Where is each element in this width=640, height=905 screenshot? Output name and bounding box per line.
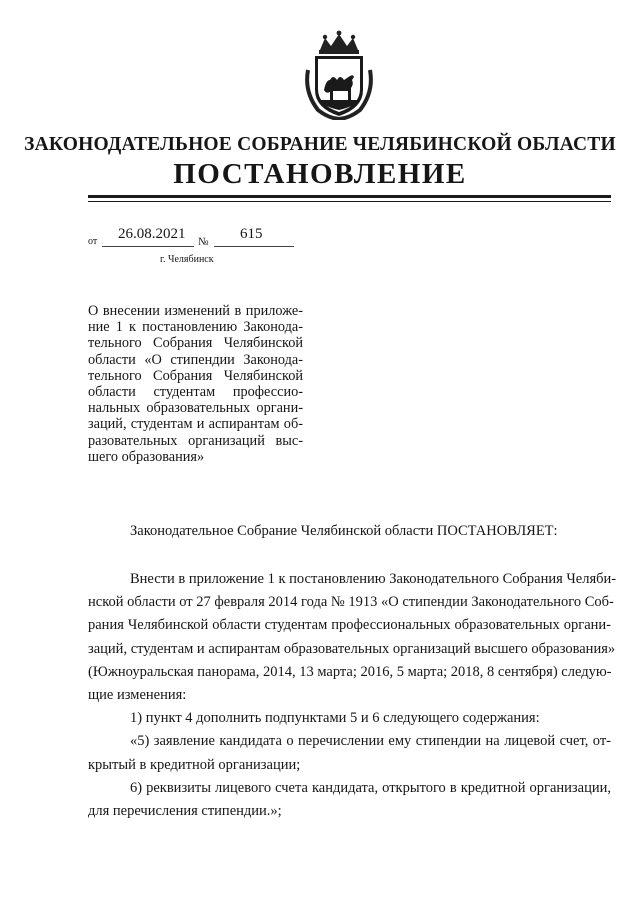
body-line: для перечисления стипендии.»; — [88, 802, 282, 819]
document-number: 615 — [240, 226, 263, 242]
body-line: щие изменения: — [88, 686, 187, 703]
subject-line: области студентам профессио- — [88, 384, 303, 401]
document-subject — [88, 303, 303, 465]
from-label: от — [88, 236, 98, 247]
subject-line: тельного Собрания Челябинской — [88, 335, 303, 352]
subject-line: тельного Собрания Челябинской — [88, 367, 303, 384]
organization-title: ЗАКОНОДАТЕЛЬНОЕ СОБРАНИЕ ЧЕЛЯБИНСКОЙ ОБЛАСТИ — [24, 134, 616, 155]
subject-line: заций, студентам и аспирантам об- — [88, 416, 303, 433]
subject-line: ние 1 к постановлению Законода- — [88, 319, 303, 336]
header-rule-thin — [88, 201, 611, 202]
body-line: крытый в кредитной организации; — [88, 756, 301, 773]
subject-line: области «О стипендии Законода- — [88, 351, 303, 368]
resolution-statement: Законодательное Собрание Челябинской области ПОСТАНОВЛЯЕТ: — [130, 523, 558, 539]
document-body — [88, 568, 617, 823]
body-line: Внести в приложение 1 к постановлению Законодательного Собрания Челяби- — [130, 571, 617, 587]
coat-of-arms-icon — [300, 30, 378, 120]
document-date: 26.08.2021 — [118, 226, 186, 242]
body-line: «5) заявление кандидата о перечислении ему стипендии на лицевой счет, от- — [130, 733, 611, 750]
body-line: нской области от 27 февраля 2014 года № 1913 «О стипендии Законодательного Соб- — [88, 594, 614, 611]
subject-line: разовательных организаций выс- — [88, 432, 303, 449]
body-line: заций, студентам и аспирантам образовательных организаций высшего образования» — [88, 640, 616, 657]
document-type-title: ПОСТАНОВЛЕНИЕ — [173, 158, 467, 190]
number-label: № — [198, 236, 209, 248]
date-underline — [102, 246, 194, 247]
header-rule-thick — [88, 195, 611, 198]
body-line: (Южноуральская панорама, 2014, 13 марта; 2016, 5 марта; 2018, 8 сентября) следую- — [88, 663, 612, 680]
body-line: 6) реквизиты лицевого счета кандидата, открытого в кредитной организации, — [130, 779, 611, 796]
number-underline — [214, 246, 294, 247]
body-line: рания Челябинской области студентам профессиональных образовательных органи- — [88, 617, 611, 634]
subject-line: О внесении изменений в приложе- — [88, 303, 303, 319]
city-label: г. Челябинск — [160, 254, 214, 265]
subject-line: шего образования» — [88, 448, 205, 465]
subject-line: нальных образовательных органи- — [88, 400, 303, 417]
body-line: 1) пункт 4 дополнить подпунктами 5 и 6 следующего содержания: — [130, 710, 540, 727]
date-number-row — [0, 226, 640, 252]
